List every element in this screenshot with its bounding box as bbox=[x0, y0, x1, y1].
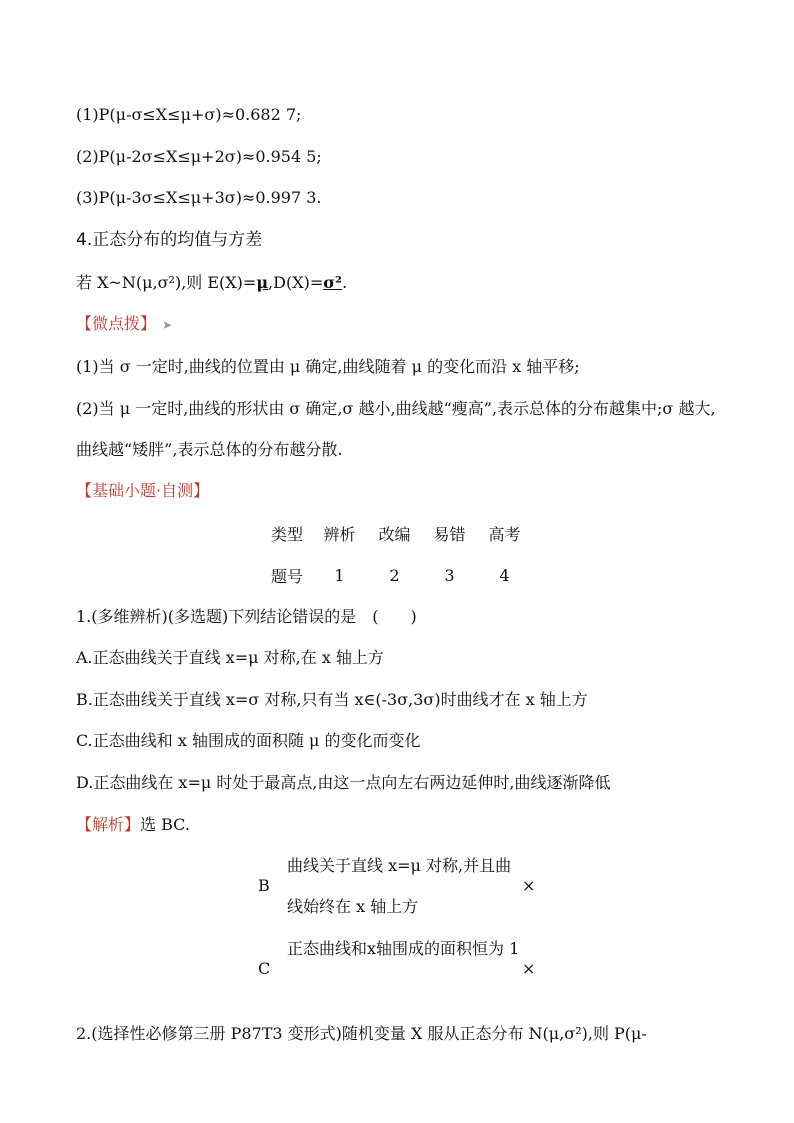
section-4-prefix: 若 X~N(μ,σ²),则 E(X)= bbox=[76, 273, 257, 292]
section-4-end: . bbox=[342, 273, 348, 292]
table-cell: 类型 bbox=[270, 524, 303, 544]
reason-label: B bbox=[258, 876, 270, 895]
table-cell: 4 bbox=[499, 565, 510, 585]
table-cell: 辨析 bbox=[323, 524, 356, 544]
question-1-option-c: C.正态曲线和 x 轴围成的面积随 μ 的变化而变化 bbox=[76, 731, 421, 750]
table-row bbox=[262, 554, 532, 596]
table-cell: 易错 bbox=[433, 524, 466, 544]
arrow-icon: ➤ bbox=[162, 318, 173, 332]
table-cell: 改编 bbox=[378, 524, 411, 544]
selftest-title: 【基础小题·自测】 bbox=[76, 481, 210, 500]
analysis-row bbox=[76, 814, 190, 836]
table-cell: 1 bbox=[334, 565, 345, 585]
tip-paragraph-1: (1)当 σ 一定时,曲线的位置由 μ 确定,曲线随着 μ 的变化而沿 x 轴平移; bbox=[76, 357, 580, 376]
cross-mark-icon: × bbox=[522, 959, 536, 978]
analysis-text: 选 BC. bbox=[140, 815, 190, 834]
table-cell: 2 bbox=[389, 565, 400, 585]
tip-title: 【微点拨】 bbox=[76, 314, 157, 333]
table-row bbox=[262, 512, 532, 554]
analysis-label: 【解析】 bbox=[76, 815, 141, 834]
prob-line-1: (1)P(μ-σ≤X≤μ+σ)≈0.682 7; bbox=[76, 105, 302, 124]
question-type-table bbox=[262, 512, 532, 596]
section-4-heading: 4.正态分布的均值与方差 bbox=[76, 230, 263, 250]
question-1-option-a: A.正态曲线关于直线 x=μ 对称,在 x 轴上方 bbox=[76, 648, 384, 667]
table-cell: 高考 bbox=[488, 524, 521, 544]
question-1-option-d: D.正态曲线在 x=μ 时处于最高点,由这一点向左右两边延伸时,曲线逐渐降低 bbox=[76, 773, 611, 792]
variance-value: σ² bbox=[323, 273, 343, 292]
reason-text: 曲线关于直线 x=μ 对称,并且曲线始终在 x 轴上方 bbox=[287, 856, 512, 916]
reason-text: 正态曲线和x轴围成的面积恒为 1 bbox=[287, 939, 520, 958]
cross-mark-icon: × bbox=[522, 876, 536, 895]
question-1-option-b: B.正态曲线关于直线 x=σ 对称,只有当 x∈(-3σ,3σ)时曲线才在 x 轴上方 bbox=[76, 690, 588, 709]
section-4-mid: ,D(X)= bbox=[268, 273, 324, 292]
question-2-stem: 2.(选择性必修第三册 P87T3 变形式)随机变量 X 服从正态分布 N(μ,σ²),则 P(μ- bbox=[76, 1024, 647, 1043]
prob-line-3: (3)P(μ-3σ≤X≤μ+3σ)≈0.997 3. bbox=[76, 188, 322, 207]
tip-title-row bbox=[76, 313, 172, 336]
tip-paragraph-2: (2)当 μ 一定时,曲线的形状由 σ 确定,σ 越小,曲线越“瘦高”,表示总体的分布越集中;σ 越大,曲线越“矮胖”,表示总体的分布越分散. bbox=[76, 399, 716, 459]
selftest-title-row bbox=[76, 480, 209, 502]
table-cell: 3 bbox=[444, 565, 455, 585]
mean-value: μ bbox=[256, 273, 269, 292]
reason-label: C bbox=[258, 959, 271, 978]
table-cell: 题号 bbox=[270, 566, 303, 586]
question-1-stem: 1.(多维辨析)(多选题)下列结论错误的是 ( ) bbox=[76, 607, 417, 626]
section-4-text bbox=[76, 272, 347, 294]
prob-line-2: (2)P(μ-2σ≤X≤μ+2σ)≈0.954 5; bbox=[76, 147, 322, 166]
